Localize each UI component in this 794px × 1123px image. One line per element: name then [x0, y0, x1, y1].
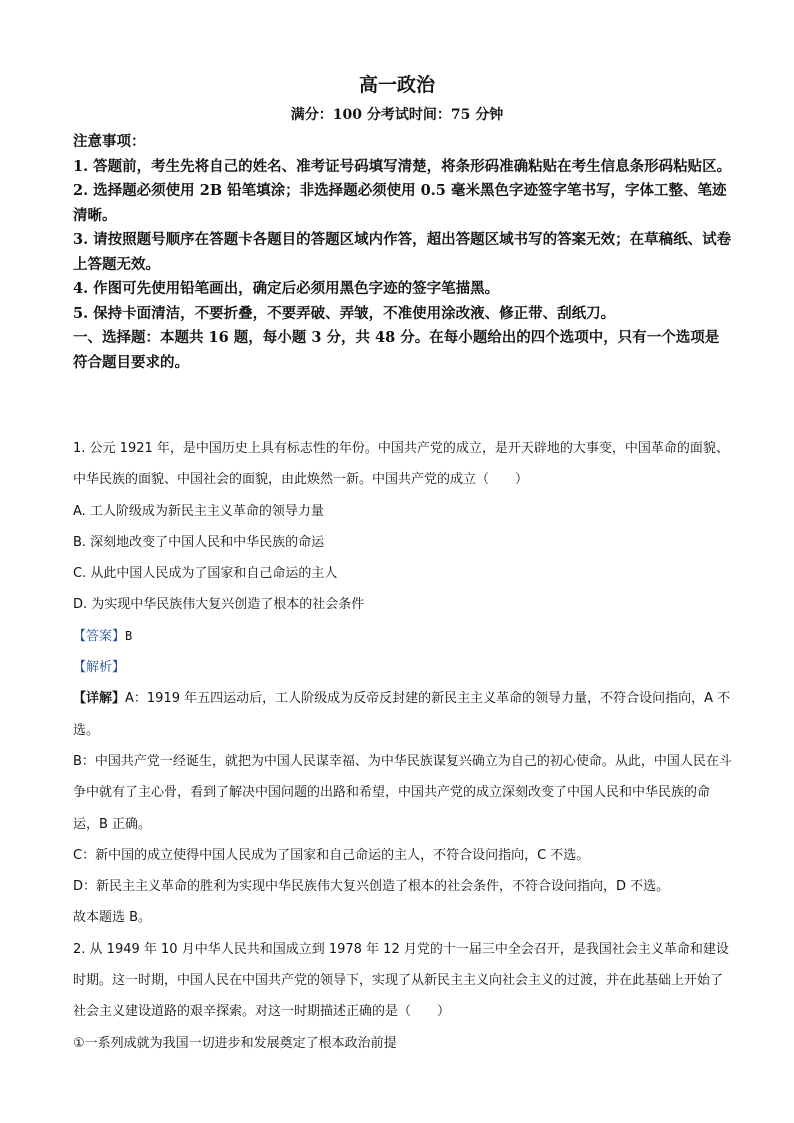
option-a: A. 工人阶级成为新民主主义革命的领导力量: [73, 503, 324, 519]
notice-item: 5. 保持卡面清洁，不要折叠，不要弄破、弄皱，不准使用涂改液、修正带、刮纸刀。: [73, 304, 616, 322]
notice-heading: 注意事项：: [73, 133, 146, 150]
notice-item: 3. 请按照题号顺序在答题卡各题目的答题区域内作答，超出答题区域书写的答案无效；在草稿纸、试卷上答题无效。: [73, 231, 732, 273]
notice-section: [73, 130, 733, 375]
question-stem: 1. 公元 1921 年，是中国历史上具有标志性的年份。中国共产党的成立，是开天辟地的大事变，中国革命的面貌、中华民族的面貌、中国社会的面貌，由此焕然一新。中国共产党的成立（ ）: [73, 441, 729, 488]
question-2: [73, 934, 733, 1059]
question-1: [73, 433, 733, 934]
detail-d: D：新民主主义革命的胜利为实现中华民族伟大复兴创造了根本的社会条件，不符合设问指向，D 不选。: [73, 879, 670, 895]
detail-a: [73, 683, 733, 746]
section-heading: 一、选择题：本题共 16 题，每小题 3 分，共 48 分。在每小题给出的四个选项中，只有一个选项是符合题目要求的。: [73, 329, 720, 371]
questions-section: [73, 433, 733, 1059]
option-c: C. 从此中国人民成为了国家和自己命运的主人: [73, 566, 338, 582]
option-1: ①一系列成就为我国一切进步和发展奠定了根本政治前提: [73, 1035, 397, 1051]
exam-info: 满分：100 分考试时间：75 分钟: [290, 107, 504, 123]
page-title: 高一政治: [358, 74, 435, 96]
notice-item: 2. 选择题必须使用 2B 铅笔填涂；非选择题必须使用 0.5 毫米黑色字迹签字笔书写，字体工整、笔迹清晰。: [73, 182, 727, 224]
option-b: B. 深刻地改变了中国人民和中华民族的命运: [73, 534, 325, 550]
answer-value: B: [125, 628, 133, 643]
detail-b: B：中国共产党一经诞生，就把为中国人民谋幸福、为中华民族谋复兴确立为自己的初心使命。从此，中国人民在斗争中就有了主心骨，看到了解决中国问题的出路和希望，中国共产党的成立深刻改变了中国人民和中华民族的命运，B 正确。: [73, 753, 732, 832]
detail-label: 【详解】: [73, 691, 126, 707]
conclusion: 故本题选 B。: [73, 910, 152, 926]
answer-line: [73, 621, 733, 652]
notice-item: 1. 答题前，考生先将自己的姓名、准考证号码填写清楚，将条形码准确粘贴在考生信息条形码粘贴区。: [73, 157, 732, 175]
answer-label: 【答案】: [73, 628, 126, 644]
notice-item: 4. 作图可先使用铅笔画出，确定后必须用黑色字迹的签字笔描黑。: [73, 280, 500, 297]
analysis-label: 【解析】: [73, 660, 126, 676]
detail-c: C：新中国的成立使得中国人民成为了国家和自己命运的主人，不符合设问指向，C 不选。: [73, 847, 590, 863]
option-d: D. 为实现中华民族伟大复兴创造了根本的社会条件: [73, 597, 365, 613]
question-stem: 2. 从 1949 年 10 月中华人民共和国成立到 1978 年 12 月党的十一届三中全会召开，是我国社会主义革命和建设时期。这一时期，中国人民在中国共产党的领导下，实现了从新民主主义向社会主义的过渡，并在此基础上开始了社会主义建设道路的艰辛探索。对这一时期描述正确的是（ ）: [73, 941, 729, 1020]
detail-text: A：1919 年五四运动后，工人阶级成为反帝反封建的新民主主义革命的领导力量，不符合设问指向，A 不选。: [73, 691, 731, 738]
analysis-line: [73, 652, 733, 683]
